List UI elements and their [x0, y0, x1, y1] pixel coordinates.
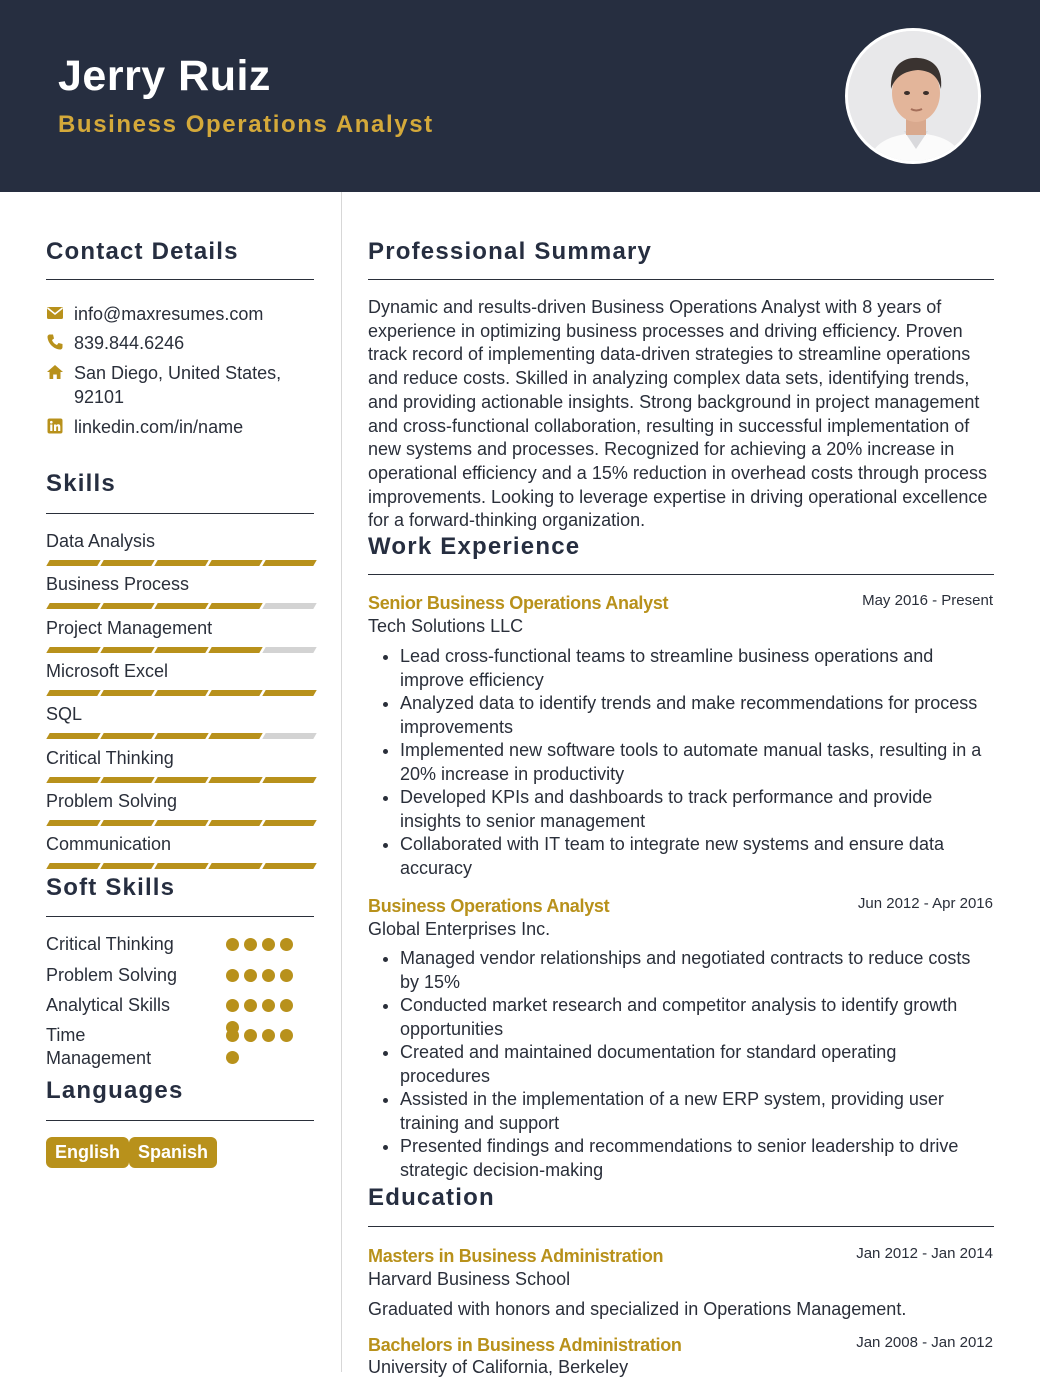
soft-skill-name: Critical Thinking — [46, 934, 174, 954]
skill-label: Business Process — [46, 574, 190, 594]
summary-heading: Professional Summary — [368, 238, 653, 265]
job-bullet — [400, 833, 994, 880]
rating-dot-filled — [262, 938, 275, 951]
candidate-title: Business Operations Analyst — [58, 111, 434, 138]
skills-rule — [46, 513, 314, 514]
skill-label: Problem Solving — [46, 791, 178, 811]
skill-segment-filled — [46, 820, 100, 826]
column-divider — [341, 192, 342, 1372]
skill-label: Critical Thinking — [46, 748, 174, 768]
summary-line: and reduce costs. Skilled in analyzing complex data sets, identifying trends, — [368, 368, 970, 389]
skill-segment-filled — [208, 647, 262, 653]
skill-segment-filled — [100, 820, 154, 826]
soft-skill-label — [46, 964, 177, 987]
job-bullets — [368, 645, 994, 880]
summary-paragraph — [368, 296, 994, 533]
bullet-line: strategic decision-making — [400, 1159, 604, 1180]
rating-dot-filled — [262, 969, 275, 982]
rating-dot-filled — [244, 999, 257, 1012]
degree-title: Bachelors in Business Administration — [368, 1335, 682, 1355]
resume-header — [0, 0, 1040, 192]
job-dates: May 2016 - Present — [862, 592, 993, 609]
bullet-line: improve efficiency — [400, 669, 544, 690]
school-name: Harvard Business School — [368, 1269, 571, 1289]
skill-segment-filled — [262, 863, 316, 869]
experience-heading: Work Experience — [368, 533, 581, 560]
job-bullet — [400, 786, 994, 833]
phone-text: 839.844.6246 — [74, 333, 185, 353]
experience-rule — [368, 574, 994, 575]
skill-segment-filled — [100, 647, 154, 653]
rating-dot-filled — [280, 969, 293, 982]
bullet-line: • Developed KPIs and dashboards to track performance and provide — [400, 787, 933, 807]
skill-segment-filled — [46, 647, 100, 653]
language-badge-spanish: Spanish — [129, 1137, 217, 1168]
skill-segment-filled — [154, 777, 208, 783]
bullet-line: improvements — [400, 716, 514, 737]
languages-heading: Languages — [46, 1077, 184, 1104]
bullet-line: insights to senior management — [400, 810, 646, 831]
contact-rule — [46, 279, 314, 280]
skill-label: Data Analysis — [46, 531, 156, 551]
skill-segment-filled — [100, 777, 154, 783]
skill-level-bar — [46, 863, 314, 869]
skill-level-bar — [46, 603, 314, 609]
skill-label: Microsoft Excel — [46, 661, 169, 681]
rating-dot-filled — [244, 1029, 257, 1042]
job-bullet — [400, 1135, 994, 1182]
degree-note: Graduated with honors and specialized in Operations Management. — [368, 1299, 907, 1319]
location-line1: San Diego, United States, — [74, 363, 282, 383]
job-dates: Jun 2012 - Apr 2016 — [857, 895, 993, 912]
skill-segment-filled — [154, 603, 208, 609]
skill-segment-filled — [100, 603, 154, 609]
bullet-line: opportunities — [400, 1018, 504, 1039]
skill-segment-filled — [46, 690, 100, 696]
skill-segment-filled — [154, 647, 208, 653]
soft-skills-rule — [46, 916, 314, 917]
skill-segment-filled — [208, 863, 262, 869]
bullet-line: by 15% — [400, 971, 461, 992]
school-name: University of California, Berkeley — [368, 1357, 629, 1377]
summary-line: improvements. Looking to leverage expertise in driving operational excellence — [368, 486, 988, 507]
education-rule — [368, 1226, 994, 1227]
soft-skill-name: Analytical Skills — [46, 995, 171, 1015]
email-icon — [46, 304, 64, 322]
job-bullet — [400, 692, 994, 739]
job-bullet — [400, 947, 994, 994]
language-badge-english: English — [46, 1137, 129, 1168]
bullet-line: 20% increase in productivity — [400, 763, 625, 784]
job-title: Senior Business Operations Analyst — [368, 593, 669, 613]
bullet-line: • Presented findings and recommendations to senior leadership to drive — [400, 1136, 959, 1156]
skill-label: SQL — [46, 704, 83, 724]
soft-skill-name: Problem Solving — [46, 965, 178, 985]
rating-dot-filled — [226, 1029, 239, 1042]
soft-skill-name-line2: Management — [46, 1048, 152, 1068]
summary-line: Dynamic and results-driven Business Operations Analyst with 8 years of — [368, 297, 942, 317]
rating-dot-filled — [226, 938, 239, 951]
skill-segment-filled — [208, 560, 262, 566]
location-line2: 92101 — [74, 387, 125, 407]
skill-level-bar — [46, 690, 314, 696]
rating-dot-filled — [226, 999, 239, 1012]
bullet-line: • Analyzed data to identify trends and make recommendations for process — [400, 693, 978, 713]
bullet-line: • Lead cross-functional teams to streamline business operations and — [400, 646, 934, 666]
skill-segment-filled — [100, 690, 154, 696]
bullet-line: • Assisted in the implementation of a new ERP system, providing user — [400, 1089, 944, 1109]
rating-dot-filled — [280, 999, 293, 1012]
skill-segment-filled — [208, 733, 262, 739]
rating-dot-filled — [226, 1051, 239, 1064]
job-bullet — [400, 1088, 994, 1135]
candidate-name: Jerry Ruiz — [58, 52, 271, 100]
skill-segment-filled — [154, 863, 208, 869]
bullet-line: • Created and maintained documentation for standard operating — [400, 1042, 897, 1062]
summary-line: new systems and processes. Recognized for achieving a 20% increase in — [368, 439, 955, 460]
rating-dot-filled — [280, 938, 293, 951]
skill-level-bar — [46, 647, 314, 653]
contact-heading: Contact Details — [46, 238, 239, 265]
skill-segment-filled — [154, 820, 208, 826]
summary-line: experience in optimizing business processes and driving efficiency. Proven — [368, 320, 963, 341]
degree-dates: Jan 2012 - Jan 2014 — [856, 1245, 993, 1262]
skill-segment-filled — [262, 690, 316, 696]
skill-segment-filled — [46, 863, 100, 869]
linkedin-icon — [46, 417, 64, 435]
soft-skill-name: Time — [46, 1025, 86, 1045]
skill-segment-empty — [262, 733, 316, 739]
skill-level-bar — [46, 820, 314, 826]
rating-dot-filled — [244, 969, 257, 982]
skill-level-bar — [46, 777, 314, 783]
email-text: info@maxresumes.com — [74, 304, 264, 324]
skill-segment-empty — [262, 647, 316, 653]
bullet-line: • Managed vendor relationships and negotiated contracts to reduce costs — [400, 948, 971, 968]
job-company: Tech Solutions LLC — [368, 616, 524, 636]
skill-segment-filled — [208, 603, 262, 609]
bullet-line: • Collaborated with IT team to integrate new systems and ensure data — [400, 834, 944, 854]
skill-segment-filled — [208, 777, 262, 783]
soft-skill-label — [46, 1024, 151, 1070]
job-title: Business Operations Analyst — [368, 896, 610, 916]
skill-segment-filled — [100, 560, 154, 566]
skill-segment-filled — [46, 733, 100, 739]
home-icon — [46, 363, 64, 381]
summary-line: track record of implementing data-driven strategies to streamline operations — [368, 344, 971, 365]
skill-segment-filled — [262, 777, 316, 783]
linkedin-text: linkedin.com/in/name — [74, 417, 244, 437]
profile-photo — [845, 28, 981, 164]
skill-level-bar — [46, 560, 314, 566]
skills-heading: Skills — [46, 470, 116, 497]
soft-skills-heading: Soft Skills — [46, 874, 176, 901]
languages-rule — [46, 1120, 314, 1121]
bullet-line: procedures — [400, 1065, 491, 1086]
skill-segment-filled — [46, 560, 100, 566]
phone-icon — [46, 333, 64, 351]
skill-segment-filled — [100, 863, 154, 869]
summary-rule — [368, 279, 994, 280]
rating-dot-filled — [280, 1029, 293, 1042]
summary-line: and cross-functional collaboration, resulting in successful implementation of — [368, 415, 970, 436]
skill-segment-filled — [100, 733, 154, 739]
rating-dot-filled — [244, 938, 257, 951]
rating-dot-filled — [226, 969, 239, 982]
avatar-portrait — [848, 31, 981, 164]
skill-segment-filled — [262, 820, 316, 826]
summary-line: and providing actionable insights. Strong background in project management — [368, 391, 980, 412]
job-bullet — [400, 1041, 994, 1088]
job-bullet — [400, 739, 994, 786]
skill-segment-filled — [46, 777, 100, 783]
skill-segment-filled — [46, 603, 100, 609]
bullet-line: training and support — [400, 1112, 560, 1133]
skill-segment-filled — [208, 690, 262, 696]
skill-segment-filled — [154, 733, 208, 739]
job-bullet — [400, 994, 994, 1041]
skill-segment-filled — [154, 690, 208, 696]
soft-skill-label — [46, 933, 174, 956]
degree-title: Masters in Business Administration — [368, 1246, 664, 1266]
rating-dot-filled — [262, 999, 275, 1012]
job-company: Global Enterprises Inc. — [368, 919, 551, 939]
skill-label: Project Management — [46, 618, 213, 638]
summary-line: for a forward-thinking organization. — [368, 510, 646, 531]
skill-segment-filled — [208, 820, 262, 826]
skill-segment-filled — [262, 560, 316, 566]
skill-segment-filled — [154, 560, 208, 566]
skill-segment-empty — [262, 603, 316, 609]
job-bullet — [400, 645, 994, 692]
education-heading: Education — [368, 1184, 495, 1211]
job-bullets — [368, 947, 994, 1182]
bullet-line: • Conducted market research and competitor analysis to identify growth — [400, 995, 958, 1015]
skill-level-bar — [46, 733, 314, 739]
bullet-line: accuracy — [400, 857, 473, 878]
skill-label: Communication — [46, 834, 172, 854]
summary-line: operational efficiency and a 15% reduction in overhead costs through process — [368, 462, 988, 483]
soft-skill-label — [46, 994, 170, 1017]
degree-dates: Jan 2008 - Jan 2012 — [856, 1334, 993, 1351]
rating-dot-filled — [262, 1029, 275, 1042]
bullet-line: • Implemented new software tools to automate manual tasks, resulting in a — [400, 740, 982, 760]
